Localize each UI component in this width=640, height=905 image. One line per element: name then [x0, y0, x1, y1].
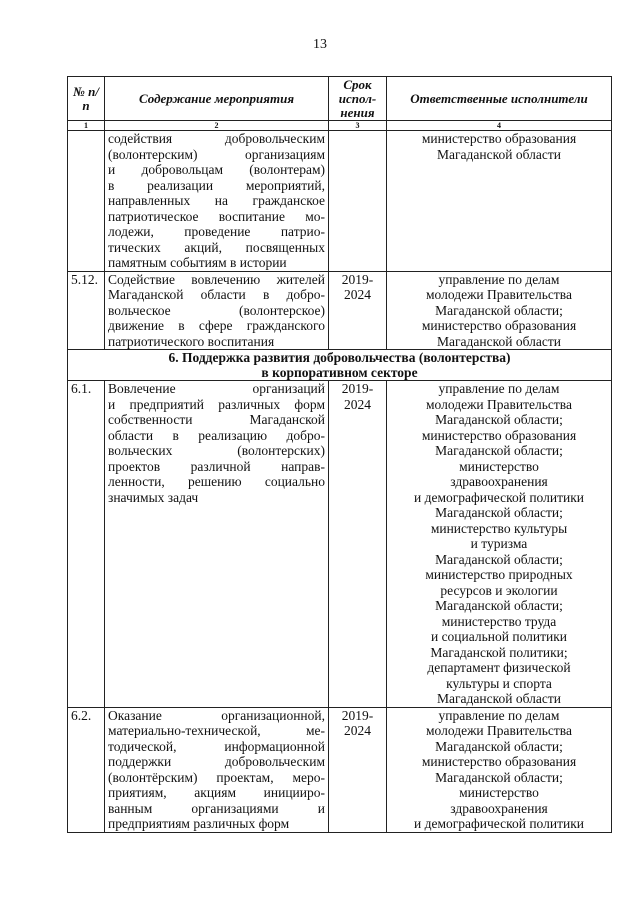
responsible-line: Магаданской области; — [435, 505, 563, 520]
content-line: патриотическое воспитание мо- — [108, 208, 325, 224]
content-line: значимых задач — [108, 489, 199, 505]
content-line: предприятиям различных форм — [108, 816, 290, 831]
responsible-line: Магаданской области; — [435, 412, 563, 427]
responsible-line: Магаданской политики; — [430, 644, 568, 660]
content-line: содействия добровольческим — [108, 131, 325, 146]
table-row — [68, 707, 612, 832]
responsible-line: управление по делам — [438, 381, 560, 396]
responsible-line: и социальной политики — [430, 629, 568, 644]
index-row — [68, 121, 612, 131]
content-line: материально-технической, ме- — [108, 723, 325, 738]
table-row — [68, 381, 612, 708]
row-term — [329, 131, 387, 272]
index-cell: 3 — [329, 121, 387, 131]
table-row — [68, 131, 612, 272]
row-content — [105, 381, 329, 708]
responsible-line: здравоохранения — [450, 474, 548, 489]
responsible-line: департамент физической — [427, 660, 571, 675]
responsible-line: и демографической политики — [413, 489, 584, 505]
section-title — [68, 350, 612, 381]
content-line: Оказание организационной, — [108, 707, 325, 723]
row-responsible — [387, 271, 612, 350]
responsible-line: молодежи Правительства — [426, 396, 572, 412]
content-line: вольческое (волонтерское) — [108, 302, 325, 318]
responsible-line: Магаданской области — [437, 691, 561, 706]
row-term — [329, 707, 387, 832]
term-line: 2024 — [344, 723, 371, 738]
content-line: собственности Магаданской — [108, 412, 325, 427]
content-line: области в реализацию добро- — [108, 427, 325, 443]
content-line: в реализации мероприятий, — [108, 177, 325, 193]
responsible-line: министерство культуры — [430, 520, 568, 536]
table-row — [68, 271, 612, 350]
row-responsible — [387, 707, 612, 832]
responsible-line: Магаданской области — [437, 333, 561, 349]
responsible-line: министерство образования — [421, 754, 577, 769]
responsible-line: ресурсов и экологии — [440, 582, 558, 598]
header-term: Срок испол-нения — [329, 77, 387, 121]
content-line: тических акций, посвященных — [108, 239, 325, 255]
row-number: 6.1. — [68, 381, 105, 708]
responsible-line: Магаданской области; — [435, 302, 563, 318]
content-line: ленности, решению социально — [108, 474, 325, 489]
content-line: приятиям, акциям иницииро- — [108, 785, 325, 800]
row-term — [329, 381, 387, 708]
header-content: Содержание мероприятия — [105, 77, 329, 121]
table-body — [68, 131, 612, 833]
responsible-line: Магаданской области — [437, 146, 561, 162]
row-number — [68, 131, 105, 272]
row-number: 6.2. — [68, 707, 105, 832]
responsible-line: культуры и спорта — [446, 675, 552, 691]
content-line: (волонтёрским) проектам, меро- — [108, 769, 325, 785]
responsible-line: министерство — [459, 785, 539, 800]
responsible-line: Магаданской области; — [435, 769, 563, 785]
responsible-line: министерство образования — [421, 427, 577, 443]
content-line: движение в сфере гражданского — [108, 318, 325, 333]
index-cell: 4 — [387, 121, 612, 131]
content-line: ванным организациями и — [108, 800, 325, 816]
responsible-line: Магаданской области; — [435, 598, 563, 613]
responsible-line: здравоохранения — [450, 800, 548, 816]
content-line: Вовлечение организаций — [108, 381, 325, 396]
row-content — [105, 707, 329, 832]
content-line: Содействие вовлечению жителей — [108, 271, 325, 287]
responsible-line: и туризма — [470, 536, 528, 551]
responsible-line: министерство труда — [441, 613, 557, 629]
responsible-line: министерство образования — [421, 318, 577, 333]
responsible-line: Магаданской области; — [435, 443, 563, 458]
responsible-line: управление по делам — [438, 707, 560, 723]
content-line: поддержки добровольческим — [108, 754, 325, 769]
content-line: (волонтерским) организациям — [108, 146, 325, 162]
row-content — [105, 131, 329, 272]
content-line: памятным событиям в истории — [108, 255, 287, 270]
term-line: 2019- — [341, 707, 374, 723]
section-row — [68, 350, 612, 381]
responsible-line: молодежи Правительства — [426, 723, 572, 738]
responsible-line: управление по делам — [438, 271, 560, 287]
content-line: направленных на гражданское — [108, 193, 325, 208]
index-cell: 2 — [105, 121, 329, 131]
section-title-line: 6. Поддержка развития добровольчества (волонтерства) — [168, 350, 511, 365]
header-resp: Ответственные исполнители — [387, 77, 612, 121]
header-num: № п/п — [68, 77, 105, 121]
row-responsible — [387, 381, 612, 708]
row-responsible — [387, 131, 612, 272]
content-line: лодежи, проведение патрио- — [108, 224, 325, 239]
content-line: и добровольцам (волонтерам) — [108, 162, 325, 177]
responsible-line: министерство образования — [421, 131, 577, 146]
responsible-line: министерство природных — [425, 567, 573, 582]
section-title-line: в корпоративном секторе — [261, 365, 418, 380]
page-number: 13 — [313, 37, 327, 52]
content-line: проектов различной направ- — [108, 458, 325, 474]
term-line: 2024 — [344, 396, 371, 412]
activities-table — [67, 76, 612, 833]
responsible-line: Магаданской области; — [435, 551, 563, 567]
term-line: 2024 — [344, 287, 371, 302]
row-term — [329, 271, 387, 350]
responsible-line: и демографической политики — [413, 816, 584, 831]
responsible-line: министерство — [459, 458, 539, 474]
row-content — [105, 271, 329, 350]
content-line: и предприятий различных форм — [108, 396, 325, 412]
index-cell: 1 — [68, 121, 105, 131]
term-line: 2019- — [341, 271, 374, 287]
term-line: 2019- — [341, 381, 374, 396]
row-number: 5.12. — [68, 271, 105, 350]
content-line: Магаданской области в добро- — [108, 287, 325, 302]
content-line: вольческих (волонтерских) — [108, 443, 325, 458]
content-line: патриотического воспитания — [108, 333, 275, 349]
responsible-line: молодежи Правительства — [426, 287, 572, 302]
content-line: тодической, информационной — [108, 738, 325, 754]
header-row — [68, 77, 612, 121]
responsible-line: Магаданской области; — [435, 738, 563, 754]
